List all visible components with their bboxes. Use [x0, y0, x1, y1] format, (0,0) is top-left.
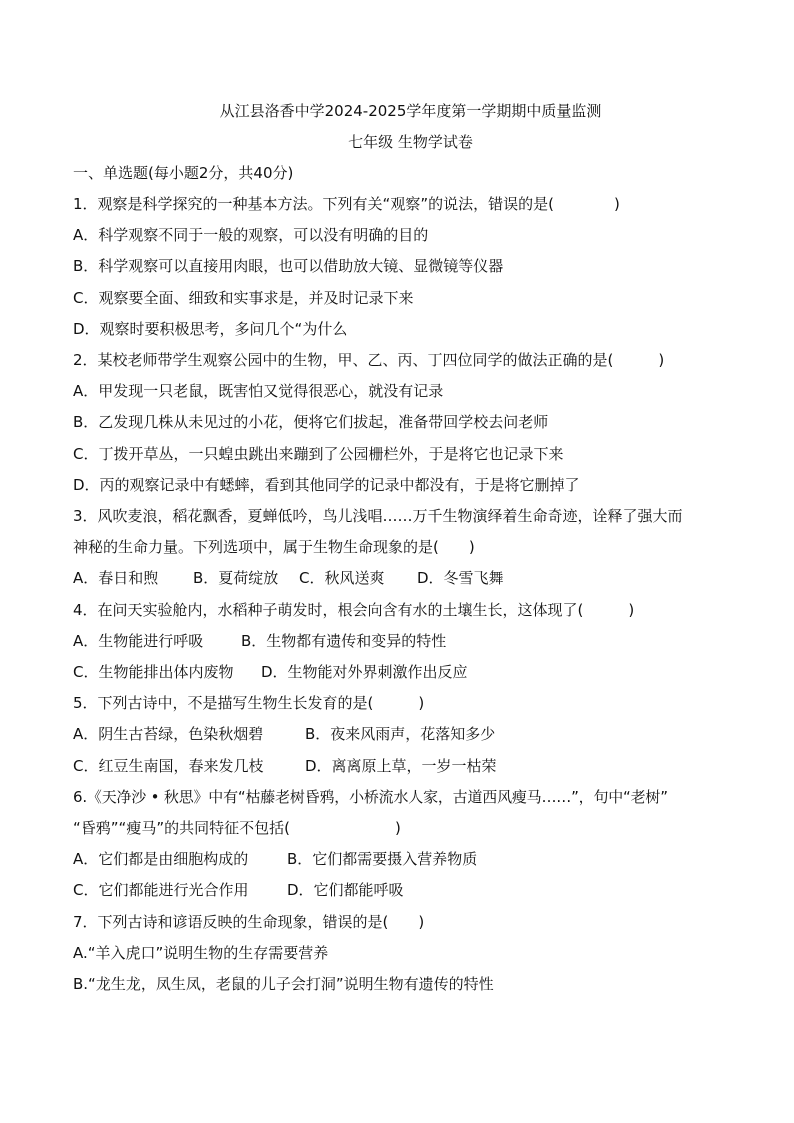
option-a: A．甲发现一只老鼠，既害怕又觉得很恶心，就没有记录 — [73, 382, 444, 401]
question-stem: 1．观察是科学探究的一种基本方法。下列有关“观察”的说法，错误的是( ) — [73, 195, 620, 213]
question-stem-line-1: 3．风吹麦浪，稻花飘香，夏蝉低吟，鸟儿浅唱……万千生物演绎着生命奇迹，诠释了强大而 — [73, 507, 683, 526]
question-2 — [73, 345, 724, 501]
option-b: B．夏荷绽放 — [193, 569, 279, 588]
option-b: B．乙发现几株从未见过的小花，便将它们拔起，准备带回学校去问老师 — [73, 413, 549, 432]
option-c: C．丁拨开草丛，一只蝗虫跳出来蹦到了公园栅栏外，于是将它也记录下来 — [73, 444, 564, 463]
question-stem: 2．某校老师带学生观察公园中的生物，甲、乙、丙、丁四位同学的做法正确的是( ) — [73, 351, 665, 370]
option-c: C．观察要全面、细致和实事求是，并及时记录下来 — [73, 288, 414, 307]
option-a: A．生物能进行呼吸 — [73, 631, 204, 650]
option-c: C．红豆生南国，春来发几枝 — [73, 756, 264, 775]
option-d: D．观察时要积极思考，多问几个“为什么 — [73, 319, 348, 338]
option-d: D．冬雪飞舞 — [417, 569, 504, 588]
option-a: A．春日和煦 — [73, 569, 159, 588]
option-d: D．丙的观察记录中有蟋蟀，看到其他同学的记录中都没有，于是将它删掉了 — [73, 475, 580, 494]
option-d: D．它们都能呼吸 — [287, 881, 404, 900]
question-3 — [73, 501, 724, 595]
option-a: A．阴生古苔绿，色染秋烟碧 — [73, 725, 264, 744]
question-6 — [73, 782, 724, 907]
option-d: D．离离原上草，一岁一枯荣 — [305, 756, 497, 775]
option-a: A.“羊入虎口”说明生物的生存需要营养 — [73, 943, 329, 962]
option-row — [73, 844, 724, 875]
option-c: C．它们都能进行光合作用 — [73, 881, 249, 900]
option-row — [73, 657, 724, 688]
option-a: A．它们都是由细胞构成的 — [73, 850, 249, 869]
option-b: B.“龙生龙，凤生凤，老鼠的儿子会打洞”说明生物有遗传的特性 — [73, 975, 494, 994]
option-c: C．生物能排出体内废物 — [73, 663, 234, 682]
option-b: B．夜来风雨声，花落知多少 — [305, 725, 496, 744]
question-1 — [73, 189, 724, 345]
option-b: B．它们都需要摄入营养物质 — [287, 850, 478, 869]
question-stem: 7．下列古诗和谚语反映的生命现象，错误的是( ) — [73, 912, 425, 931]
option-row — [73, 719, 724, 750]
section-heading: 一、单选题(每小题2分，共40分) — [73, 164, 294, 182]
option-b: B．科学观察可以直接用肉眼，也可以借助放大镜、显微镜等仪器 — [73, 257, 504, 276]
question-5 — [73, 688, 724, 782]
question-stem-line-2: “昏鸦”“瘦马”的共同特征不包括( ) — [73, 819, 401, 838]
question-stem: 5．下列古诗中，不是描写生物生长发育的是( ) — [73, 694, 425, 713]
exam-title: 从江县洛香中学2024-2025学年度第一学期期中质量监测 — [219, 102, 602, 120]
question-7 — [73, 907, 724, 1001]
option-d: D．生物能对外界刺激作出反应 — [261, 663, 468, 682]
option-row — [73, 751, 724, 782]
question-stem-line-1: 6.《天净沙 • 秋思》中有“枯藤老树昏鸦，小桥流水人家，古道西风瘦马……”，句中“老树” — [73, 787, 668, 806]
option-a: A．科学观察不同于一般的观察，可以没有明确的目的 — [73, 226, 429, 245]
question-4 — [73, 595, 724, 689]
exam-subtitle: 七年级 生物学试卷 — [348, 133, 473, 151]
question-stem: 4．在问天实验舱内，水稻种子萌发时，根会向含有水的土壤生长，这体现了( ) — [73, 600, 635, 619]
question-stem-line-2: 神秘的生命力量。下列选项中，属于生物生命现象的是( ) — [73, 538, 475, 557]
option-row — [73, 875, 724, 906]
option-row — [73, 563, 724, 594]
option-b: B．生物都有遗传和变异的特性 — [241, 631, 447, 650]
option-row — [73, 626, 724, 657]
option-c: C．秋风送爽 — [299, 569, 385, 588]
